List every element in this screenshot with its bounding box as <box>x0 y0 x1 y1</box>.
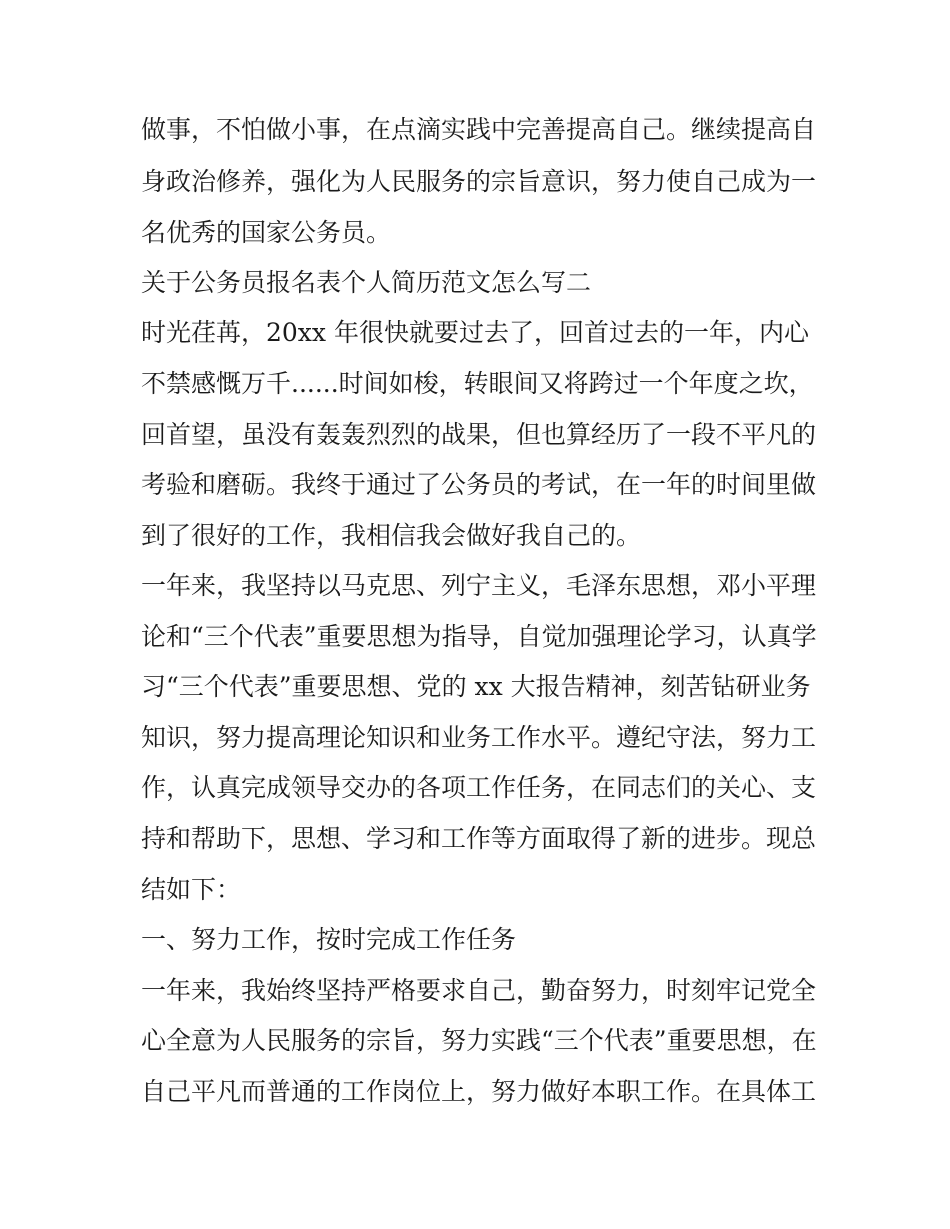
text-line: 做事，不怕做小事，在点滴实践中完善提高自己。继续提高自 <box>141 115 817 144</box>
text-line: 不禁感慨万千......时间如梭，转眼间又将跨过一个年度之坎， <box>141 369 814 398</box>
text-line: 名优秀的国家公务员。 <box>141 218 392 247</box>
section-heading: 一、努力工作，按时完成工作任务 <box>141 925 517 954</box>
text-line: 持和帮助下，思想、学习和工作等方面取得了新的进步。现总 <box>141 824 817 853</box>
text-line: 自己平凡而普通的工作岗位上，努力做好本职工作。在具体工 <box>141 1077 817 1106</box>
text-line: 知识，努力提高理论知识和业务工作水平。遵纪守法，努力工 <box>141 723 817 752</box>
text-line: 身政治修养，强化为人民服务的宗旨意识，努力使自己成为一 <box>141 167 817 196</box>
text-line: 习“三个代表”重要思想、党的 xx 大报告精神，刻苦钻研业务 <box>141 672 811 701</box>
text-line: 考验和磨砺。我终于通过了公务员的考试，在一年的时间里做 <box>141 470 817 499</box>
text-line: 时光荏苒，20xx 年很快就要过去了，回首过去的一年，内心 <box>141 318 809 347</box>
section-heading: 关于公务员报名表个人简历范文怎么写二 <box>141 268 592 297</box>
text-line: 到了很好的工作，我相信我会做好我自己的。 <box>141 521 642 550</box>
text-line: 作，认真完成领导交办的各项工作任务，在同志们的关心、支 <box>141 773 817 802</box>
text-line: 一年来，我坚持以马克思、列宁主义，毛泽东思想，邓小平理 <box>141 571 817 600</box>
text-line: 论和“三个代表”重要思想为指导，自觉加强理论学习，认真学 <box>141 622 817 651</box>
text-line: 回首望，虽没有轰轰烈烈的战果，但也算经历了一段不平凡的 <box>141 420 817 449</box>
text-line: 一年来，我始终坚持严格要求自己，勤奋努力，时刻牢记党全 <box>141 976 817 1005</box>
text-line: 心全意为人民服务的宗旨，努力实践“三个代表”重要思想，在 <box>141 1026 817 1055</box>
text-line: 结如下： <box>141 875 242 904</box>
